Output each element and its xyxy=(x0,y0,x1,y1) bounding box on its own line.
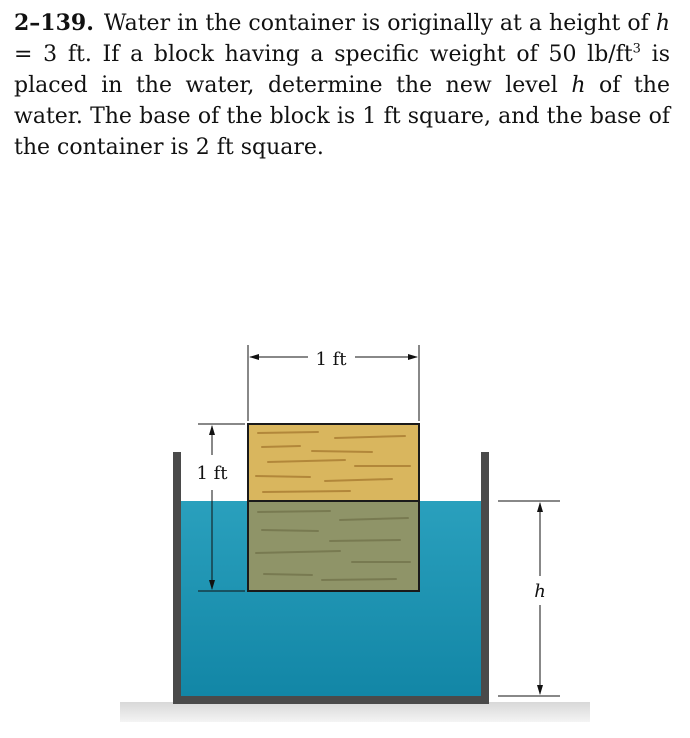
problem-text-1: Water in the container is originally at a height of xyxy=(103,11,649,36)
h-symbol: h xyxy=(655,11,670,36)
water-height-label: h xyxy=(534,581,546,602)
problem-text-2: = 3 ft. If a block having a specific weight of 50 lb/ft xyxy=(14,42,633,67)
problem-text-4: of the water. The base of the block is 1 ft square, and the base of the container is 2 ft square. xyxy=(14,73,670,160)
block-height-label: 1 ft xyxy=(196,463,228,484)
block-submerged xyxy=(248,501,419,591)
container-right-wall xyxy=(481,452,489,704)
problem-text-3: is placed in the water, determine the new level xyxy=(14,42,670,98)
exponent: 3 xyxy=(632,41,641,57)
h-symbol-2: h xyxy=(571,73,586,98)
container-left-wall xyxy=(173,452,181,704)
water-height-dimension xyxy=(498,501,560,696)
width-label: 1 ft xyxy=(315,349,347,370)
ground xyxy=(120,702,590,722)
container-bottom xyxy=(173,696,489,704)
problem-number: 2–139. xyxy=(14,10,94,36)
